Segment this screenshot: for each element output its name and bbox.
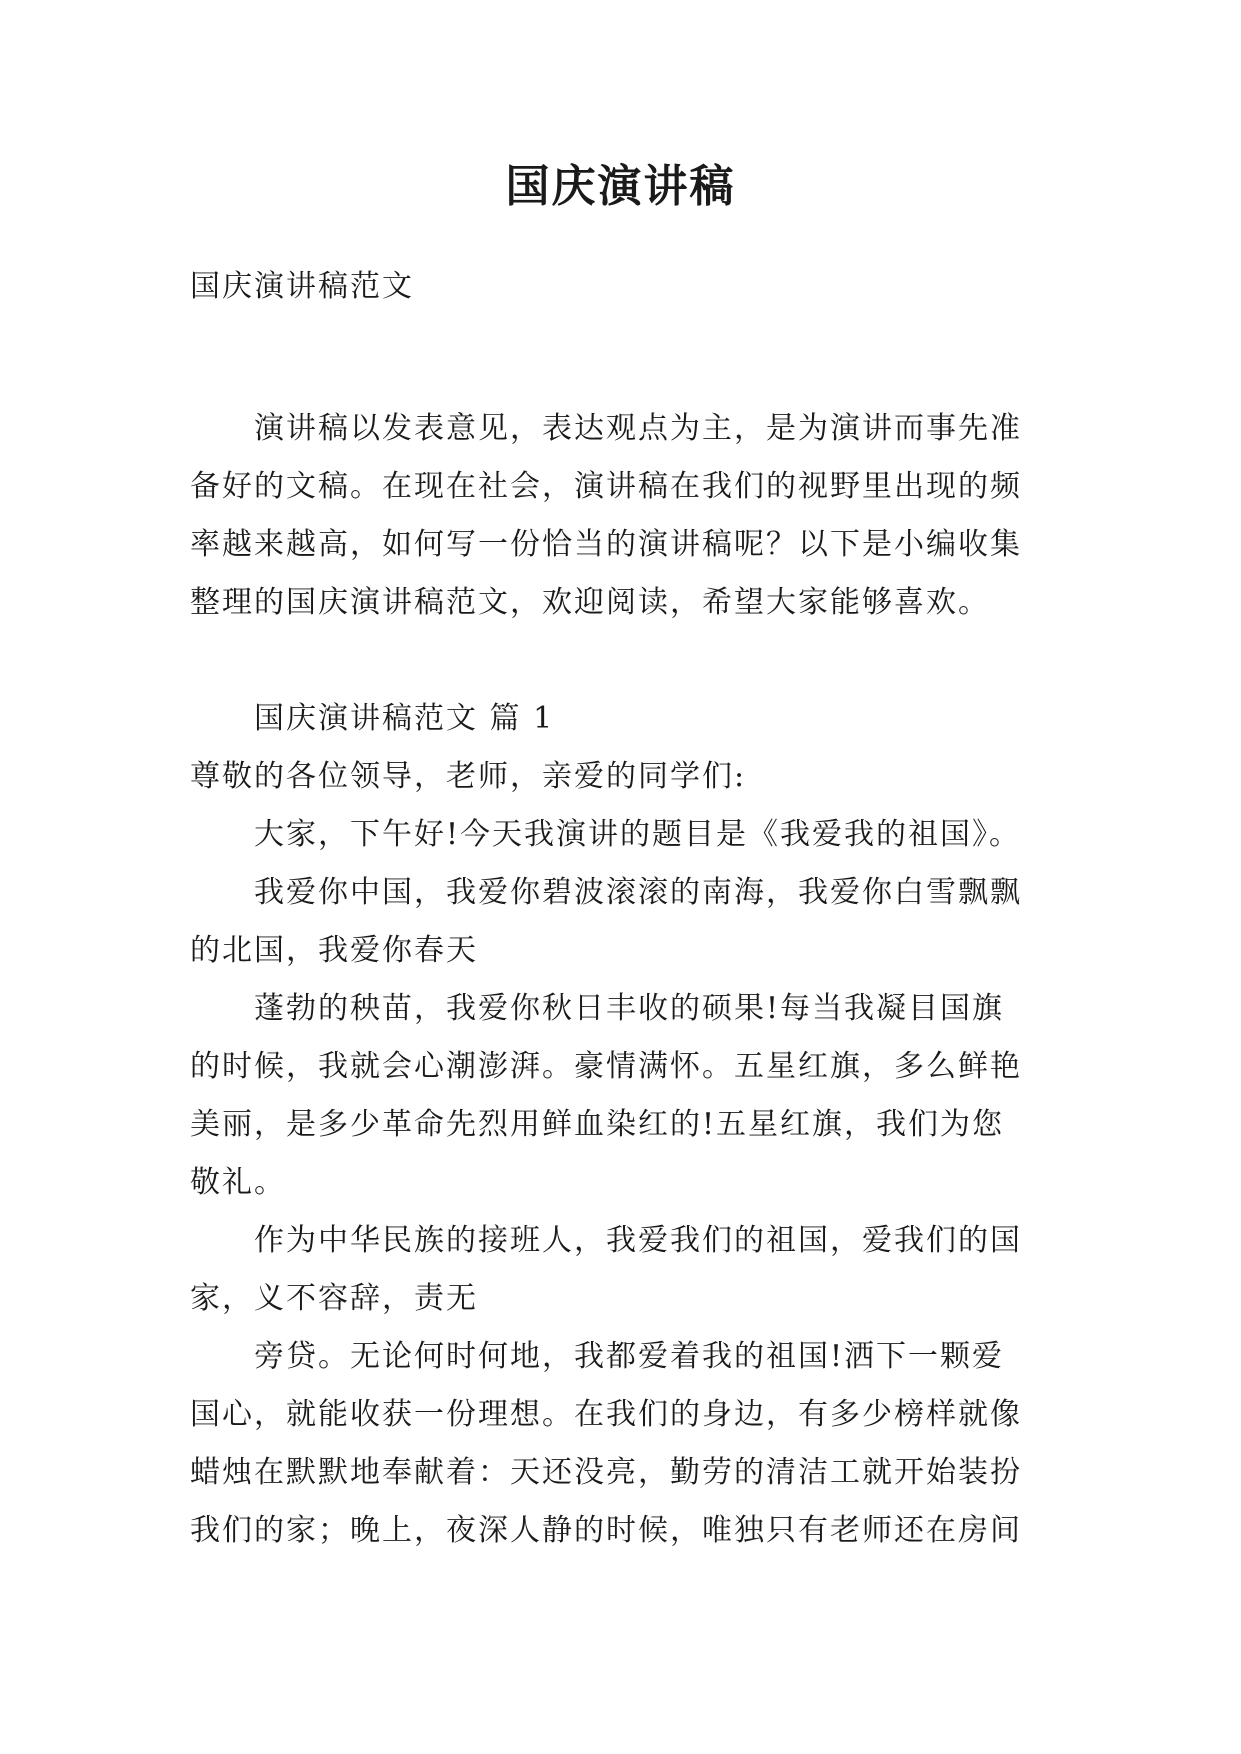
body-line: 国心，就能收获一份理想。在我们的身边，有多少榜样就像 [190,1397,1022,1432]
body-line: 作为中华民族的接班人，我爱我们的祖国，爱我们的国 [254,1223,1022,1258]
body-line: 我爱你中国，我爱你碧波滚滚的南海，我爱你白雪飘飘 [254,875,1022,910]
document-subtitle [190,258,1090,316]
body-line: 我们的家；晚上，夜深人静的时候，唯独只有老师还在房间 [190,1513,1022,1548]
section-heading: 国庆演讲稿范文 篇 1 [254,701,555,736]
body-line: 的时候，我就会心潮澎湃。豪情满怀。五星红旗，多么鲜艳 [190,1049,1022,1084]
body-line: 蜡烛在默默地奉献着：天还没亮，勤劳的清洁工就开始装扮 [190,1455,1022,1490]
intro-line: 演讲稿以发表意见，表达观点为主，是为演讲而事先准 [254,411,1022,446]
body-line: 大家，下午好!今天我演讲的题目是《我爱我的祖国》。 [254,817,1022,852]
intro-line: 整理的国庆演讲稿范文，欢迎阅读，希望大家能够喜欢。 [190,585,990,620]
body-line: 家，义不容辞，责无 [190,1281,478,1316]
body-line: 尊敬的各位领导，老师，亲爱的同学们: [190,759,747,794]
body-line: 美丽，是多少革命先烈用鲜血染红的!五星红旗，我们为您 [190,1107,1005,1142]
subtitle-text: 国庆演讲稿范文 [190,269,414,304]
intro-line: 备好的文稿。在现在社会，演讲稿在我们的视野里出现的频 [190,469,1022,504]
body-line: 旁贷。无论何时何地，我都爱着我的祖国!洒下一颗爱 [254,1339,1005,1374]
speech-section [190,690,1090,1560]
body-line: 的北国，我爱你春天 [190,933,478,968]
intro-line: 率越来越高，如何写一份恰当的演讲稿呢？以下是小编收集 [190,527,1022,562]
body-line: 蓬勃的秧苗，我爱你秋日丰收的硕果!每当我凝目国旗 [254,991,1005,1026]
intro-paragraph [190,400,1090,632]
body-line: 敬礼。 [190,1165,286,1200]
document-title: 国庆演讲稿 [505,161,736,212]
